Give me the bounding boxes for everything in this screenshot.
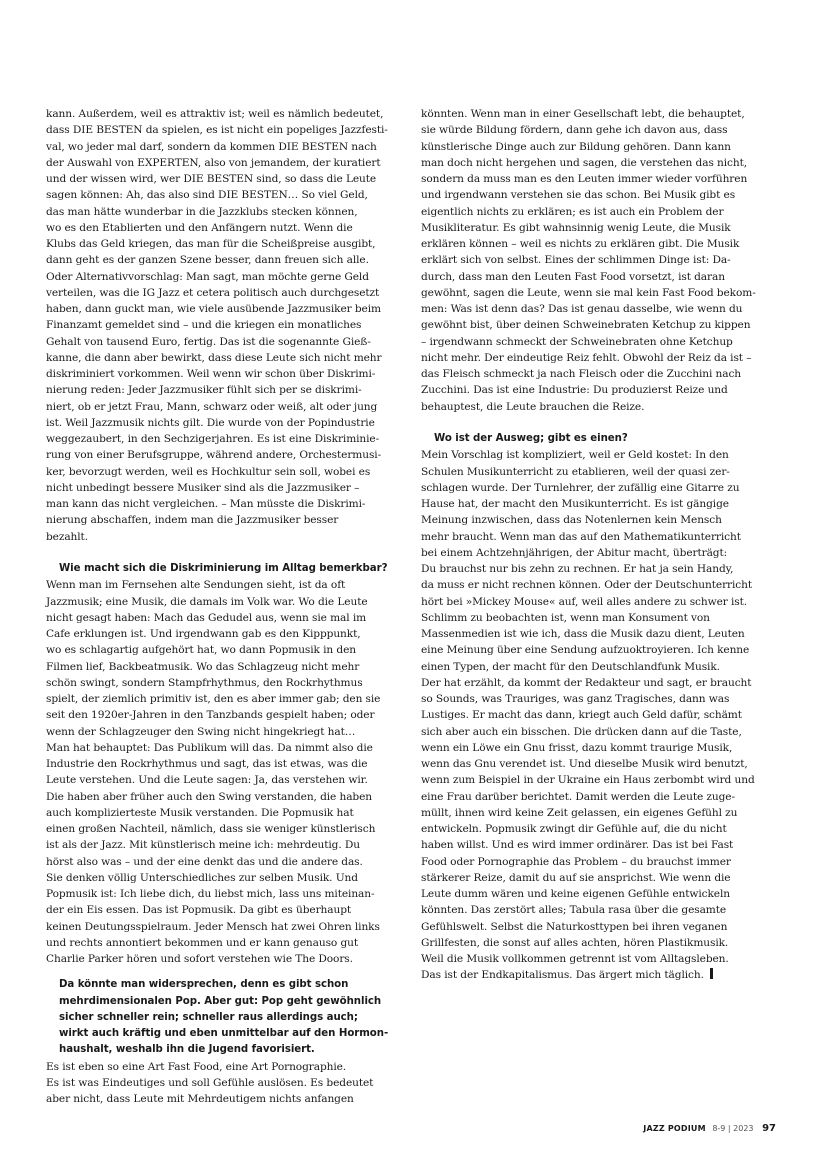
text-line: man doch nicht hergehen und sagen, die verstehen das nicht,: [421, 156, 748, 169]
text-line: gewöhnt bist, über deinen Schweinebraten Ketchup zu kippen: [421, 319, 751, 332]
text-line: sagen können: Ah, das also sind DIE BESTEN… So viel Geld,: [46, 189, 368, 202]
right-column: [421, 106, 777, 984]
text-line: Hause hat, der macht den Musikunterricht. Es ist gängige: [421, 498, 729, 510]
text-line: wirkt auch kräftig und eben unmittelbar auf den Hormon-: [59, 1028, 389, 1039]
text-line: Sie denken völlig Unterschiedliches zur selben Musik. Und: [46, 871, 358, 884]
text-line: da muss er nicht rechnen können. Oder der Deutschunterricht: [421, 579, 752, 592]
text-line: – irgendwann schmeckt der Schweinebraten ohne Ketchup: [421, 335, 733, 348]
text-line: der Auswahl von EXPERTEN, also von jemandem, der kuratiert: [46, 156, 381, 169]
text-line: auch komplizierteste Musik verstanden. Die Popmusik hat: [46, 806, 354, 819]
text-line: Schlimm zu beobachten ist, wenn man Konsument von: [421, 611, 710, 624]
text-line: diskriminiert vorkommen. Weil wenn wir schon über Diskrimi-: [46, 368, 376, 380]
text-line: durch, dass man den Leuten Fast Food vorsetzt, ist daran: [421, 270, 725, 283]
text-line: kanne, die dann aber bewirkt, dass diese Leute sich nicht mehr: [46, 351, 382, 364]
text-line: Man hat behauptet: Das Publikum will das. Da nimmt also die: [46, 741, 373, 754]
page-number: 97: [762, 1123, 776, 1134]
text-line: Meinung inzwischen, dass das Notenlernen kein Mensch: [421, 514, 722, 527]
text-line: Filmen lief, Backbeatmusik. Wo das Schlagzeug nicht mehr: [46, 660, 360, 673]
text-line: Klubs das Geld kriegen, das man für die Scheißpreise ausgibt,: [46, 238, 376, 250]
text-line: spielt, der ziemlich primitiv ist, den es aber immer gab; den sie: [46, 693, 381, 705]
text-line: Finanzamt gemeldet sind – und die kriegen ein monatliches: [46, 319, 362, 332]
text-line: wenn ein Löwe ein Gnu frisst, dazu kommt traurige Musik,: [421, 741, 733, 754]
text-line: Musikliteratur. Es gibt wahnsinnig wenig Leute, die Musik: [421, 221, 731, 234]
interview-question-2: [46, 977, 412, 1058]
text-line: eigentlich nichts zu erklären; es ist auch ein Problem der: [421, 205, 724, 218]
interview-question-1: [46, 561, 412, 577]
text-line: Weil die Musik vollkommen getrennt ist vom Alltagsleben.: [421, 953, 729, 965]
text-line: keinen Deutungsspielraum. Jeder Mensch hat zwei Ohren links: [46, 920, 380, 933]
text-line: haushalt, weshalb ihn die Jugend favorisiert.: [59, 1044, 315, 1056]
text-line: bezahlt.: [46, 530, 88, 543]
text-line: niert, ob er jetzt Frau, Mann, schwarz oder weiß, alt oder jung: [46, 400, 378, 413]
text-line: wo es den Etablierten und den Anfängern nutzt. Wenn die: [46, 221, 353, 234]
interview-question-3: [421, 431, 777, 447]
text-line: künstlerische Dinge auch zur Bildung gehören. Dann kann: [421, 140, 731, 153]
text-line: müllt, ihnen wird keine Zeit gelassen, ein eigenes Gefühl zu: [421, 806, 738, 819]
text-line: Cafe erklungen ist. Und irgendwann gab es den Kipppunkt,: [46, 628, 361, 640]
text-line: nicht gesagt haben: Mach das Gedudel aus, wenn sie mal im: [46, 611, 367, 624]
text-line: könnten. Das zerstört alles; Tabula rasa über die gesamte: [421, 904, 727, 917]
text-line: mehr braucht. Wenn man das auf den Mathematikunterricht: [421, 530, 741, 543]
text-line: eine Frau darüber berichtet. Damit werden die Leute zuge-: [421, 790, 735, 803]
text-line: hörst also was – und der eine denkt das und die andere das.: [46, 855, 363, 868]
text-line: haben willst. Und es wird immer ordinärer. Das ist bei Fast: [421, 839, 734, 852]
text-line: kann. Außerdem, weil es attraktiv ist; weil es nämlich bedeutet,: [46, 108, 384, 120]
paragraph-gap: [46, 545, 412, 561]
text-line: ker, bevorzugt werden, weil es Hochkultur sein soll, wobei es: [46, 465, 371, 478]
text-line: aber nicht, dass Leute mit Mehrdeutigem nichts anfangen: [46, 1093, 354, 1105]
text-line: nierung reden: Jeder Jazzmusiker fühlt sich per se diskrimi-: [46, 384, 362, 397]
text-line: Grillfesten, die sonst auf alles achten, hören Plastikmusik.: [421, 936, 729, 949]
text-line: sondern da muss man es den Leuten immer wieder vorführen: [421, 173, 748, 185]
text-line: das man hätte wunderbar in die Jazzklubs stecken können,: [46, 205, 358, 218]
issue-label: 8-9 | 2023: [712, 1124, 754, 1133]
text-line: sie würde Bildung fördern, dann gehe ich davon aus, dass: [421, 124, 728, 137]
text-line: Food oder Pornographie das Problem – du brauchst immer: [421, 855, 731, 868]
text-line: behauptest, die Leute brauchen die Reize.: [421, 400, 645, 413]
text-line: entwickeln. Popmusik zwingt dir Gefühle auf, die du nicht: [421, 823, 727, 835]
paragraph-gap: [46, 967, 412, 977]
text-line: schön swingt, sondern Stampfrhythmus, den Rockrhythmus: [46, 676, 363, 689]
text-line: dann geht es der ganzen Szene besser, dann freuen sich alle.: [46, 254, 369, 267]
text-line: so Sounds, was Trauriges, was ganz Tragisches, dann was: [421, 693, 730, 705]
text-line: Da könnte man widersprechen, denn es gibt schon: [59, 979, 349, 991]
text-line: gewöhnt, sagen die Leute, wenn sie mal kein Fast Food bekom-: [421, 286, 756, 299]
text-line: man kann das nicht vergleichen. – Man müsste die Diskrimi-: [46, 498, 366, 510]
text-line: sich aber auch ein bisschen. Die drücken dann auf die Taste,: [421, 725, 742, 738]
text-line: Wenn man im Fernsehen alte Sendungen sieht, ist da oft: [46, 579, 346, 592]
text-line: Das ist der Endkapitalismus. Das ärgert mich täglich.: [421, 967, 777, 983]
text-line: dass DIE BESTEN da spielen, es ist nicht ein popeliges Jazzfesti-: [46, 124, 388, 137]
text-line: nicht unbedingt bessere Musiker sind als die Jazzmusiker –: [46, 481, 360, 494]
text-line: Die haben aber früher auch den Swing verstanden, die haben: [46, 790, 372, 803]
right-paragraph-1: [421, 106, 777, 415]
text-line: stärkerer Reize, damit du auf sie ansprichst. Wie wenn die: [421, 871, 731, 884]
text-line: hört bei »Mickey Mouse« auf, weil alles andere zu schwer ist.: [421, 595, 748, 608]
text-line: wenn der Schlagzeuger den Swing nicht hingekriegt hat…: [46, 725, 356, 738]
text-line: und der wissen wird, wer DIE BESTEN sind, so dass die Leute: [46, 173, 377, 185]
left-paragraph-1: [46, 106, 412, 545]
right-paragraph-2: [421, 447, 777, 983]
text-line: verteilen, was die IG Jazz et cetera politisch auch durchgesetzt: [46, 286, 380, 299]
text-line: Leute dumm wären und keine eigenen Gefühle entwickeln: [421, 888, 730, 900]
text-line: Wie macht sich die Diskriminierung im Alltag bemerkbar?: [59, 563, 388, 574]
text-line: der ein Eis essen. Das ist Popmusik. Da gibt es überhaupt: [46, 904, 352, 917]
text-line: eine Meinung über eine Sendung aufzuoktroyieren. Ich kenne: [421, 644, 750, 657]
text-line: men: Was ist denn das? Das ist genau dasselbe, wie wenn du: [421, 303, 743, 315]
text-line: seit den 1920er-Jahren in den Tanzbands gespielt haben; oder: [46, 709, 375, 722]
text-line: erklären können – weil es nichts zu erklären gibt. Die Musik: [421, 238, 740, 250]
text-line: sicher schneller rein; schneller raus allerdings auch;: [59, 1011, 358, 1023]
text-line: einen großen Nachteil, nämlich, dass sie weniger künstlerisch: [46, 823, 376, 835]
text-line: haben, dann guckt man, wie viele ausübende Jazzmusiker beim: [46, 303, 381, 315]
text-line: erklärt sich von selbst. Eines der schlimmen Dinge ist: Da-: [421, 254, 731, 267]
text-line: Popmusik ist: Ich liebe dich, du liebst mich, lass uns miteinan-: [46, 888, 375, 900]
text-line: Zucchini. Das ist eine Industrie: Du produzierst Reize und: [421, 384, 728, 397]
text-line: Du brauchst nur bis zehn zu rechnen. Er hat ja sein Handy,: [421, 563, 734, 575]
text-line: wenn zum Beispiel in der Ukraine ein Haus zerbombt wird und: [421, 774, 755, 787]
text-line: weggezaubert, in den Sechzigerjahren. Es ist eine Diskriminie-: [46, 433, 380, 445]
text-line: Gefühlswelt. Selbst die Naturkosttypen bei ihren veganen: [421, 920, 728, 933]
text-line: Wo ist der Ausweg; gibt es einen?: [434, 433, 628, 444]
text-line: rung von einer Berufsgruppe, während andere, Orchestermusi-: [46, 449, 382, 462]
article-end-mark: [710, 968, 713, 979]
text-line: Jazzmusik; eine Musik, die damals im Volk war. Wo die Leute: [46, 595, 368, 608]
text-line: Es ist was Eindeutiges und soll Gefühle auslösen. Es bedeutet: [46, 1076, 374, 1089]
text-line: und irgendwann verstehen sie das schon. Bei Musik gibt es: [421, 189, 736, 202]
text-line: Der hat erzählt, da kommt der Redakteur und sagt, er braucht: [421, 676, 752, 689]
text-line: Massenmedien ist wie ich, dass die Musik dazu dient, Leuten: [421, 628, 745, 640]
text-line: mehrdimensionalen Pop. Aber gut: Pop geht gewöhnlich: [59, 995, 382, 1007]
text-line: bei einem Achtzehnjährigen, der Abitur macht, überträgt:: [421, 546, 728, 559]
text-line: einen Typen, der macht für den Deutschlandfunk Musik.: [421, 660, 720, 673]
text-line: Leute verstehen. Und die Leute sagen: Ja, das verstehen wir.: [46, 774, 368, 787]
text-line: Lustiges. Er macht das dann, kriegt auch Geld dafür, schämt: [421, 709, 742, 722]
text-line: Industrie den Rockrhythmus und sagt, das ist etwas, was die: [46, 758, 368, 770]
text-line: wenn das Gnu verendet ist. Und dieselbe Musik wird benutzt,: [421, 758, 748, 770]
magazine-name: JAZZ PODIUM: [643, 1124, 706, 1133]
text-line: schlagen wurde. Der Turnlehrer, der zufällig eine Gitarre zu: [421, 481, 740, 494]
text-line: Gehalt von tausend Euro, fertig. Das ist die sogenannte Gieß-: [46, 335, 371, 348]
text-line: wo es schlagartig aufgehört hat, wo dann Popmusik in den: [46, 644, 356, 657]
paragraph-gap: [421, 415, 777, 431]
text-line: Charlie Parker hören und sofort verstehen wie The Doors.: [46, 953, 353, 965]
text-line: Oder Alternativvorschlag: Man sagt, man möchte gerne Geld: [46, 270, 369, 283]
text-line: nicht mehr. Der eindeutige Reiz fehlt. Obwohl der Reiz da ist –: [421, 351, 752, 364]
text-line: val, wo jeder mal darf, sondern da kommen DIE BESTEN nach: [46, 140, 377, 153]
text-line: könnten. Wenn man in einer Gesellschaft lebt, die behauptet,: [421, 108, 745, 120]
left-paragraph-2: [46, 577, 412, 967]
text-line: ist. Weil Jazzmusik nichts gilt. Die wurde von der Popindustrie: [46, 416, 375, 429]
text-line: und rechts annontiert bekommen und er kann genauso gut: [46, 936, 359, 949]
text-line: nierung abschaffen, indem man die Jazzmusiker besser: [46, 514, 339, 527]
text-line: Es ist eben so eine Art Fast Food, eine Art Pornographie.: [46, 1060, 347, 1073]
text-line: Mein Vorschlag ist kompliziert, weil er Geld kostet: In den: [421, 449, 729, 462]
left-column: [46, 106, 412, 1107]
page-footer: [643, 1123, 776, 1134]
text-line: Schulen Musikunterricht zu etablieren, weil der quasi zer-: [421, 465, 730, 478]
left-paragraph-3: [46, 1059, 412, 1108]
text-line: das Fleisch schmeckt ja nach Fleisch oder die Zucchini nach: [421, 368, 742, 380]
text-line: ist als der Jazz. Mit künstlerisch meine ich: mehrdeutig. Du: [46, 839, 360, 852]
